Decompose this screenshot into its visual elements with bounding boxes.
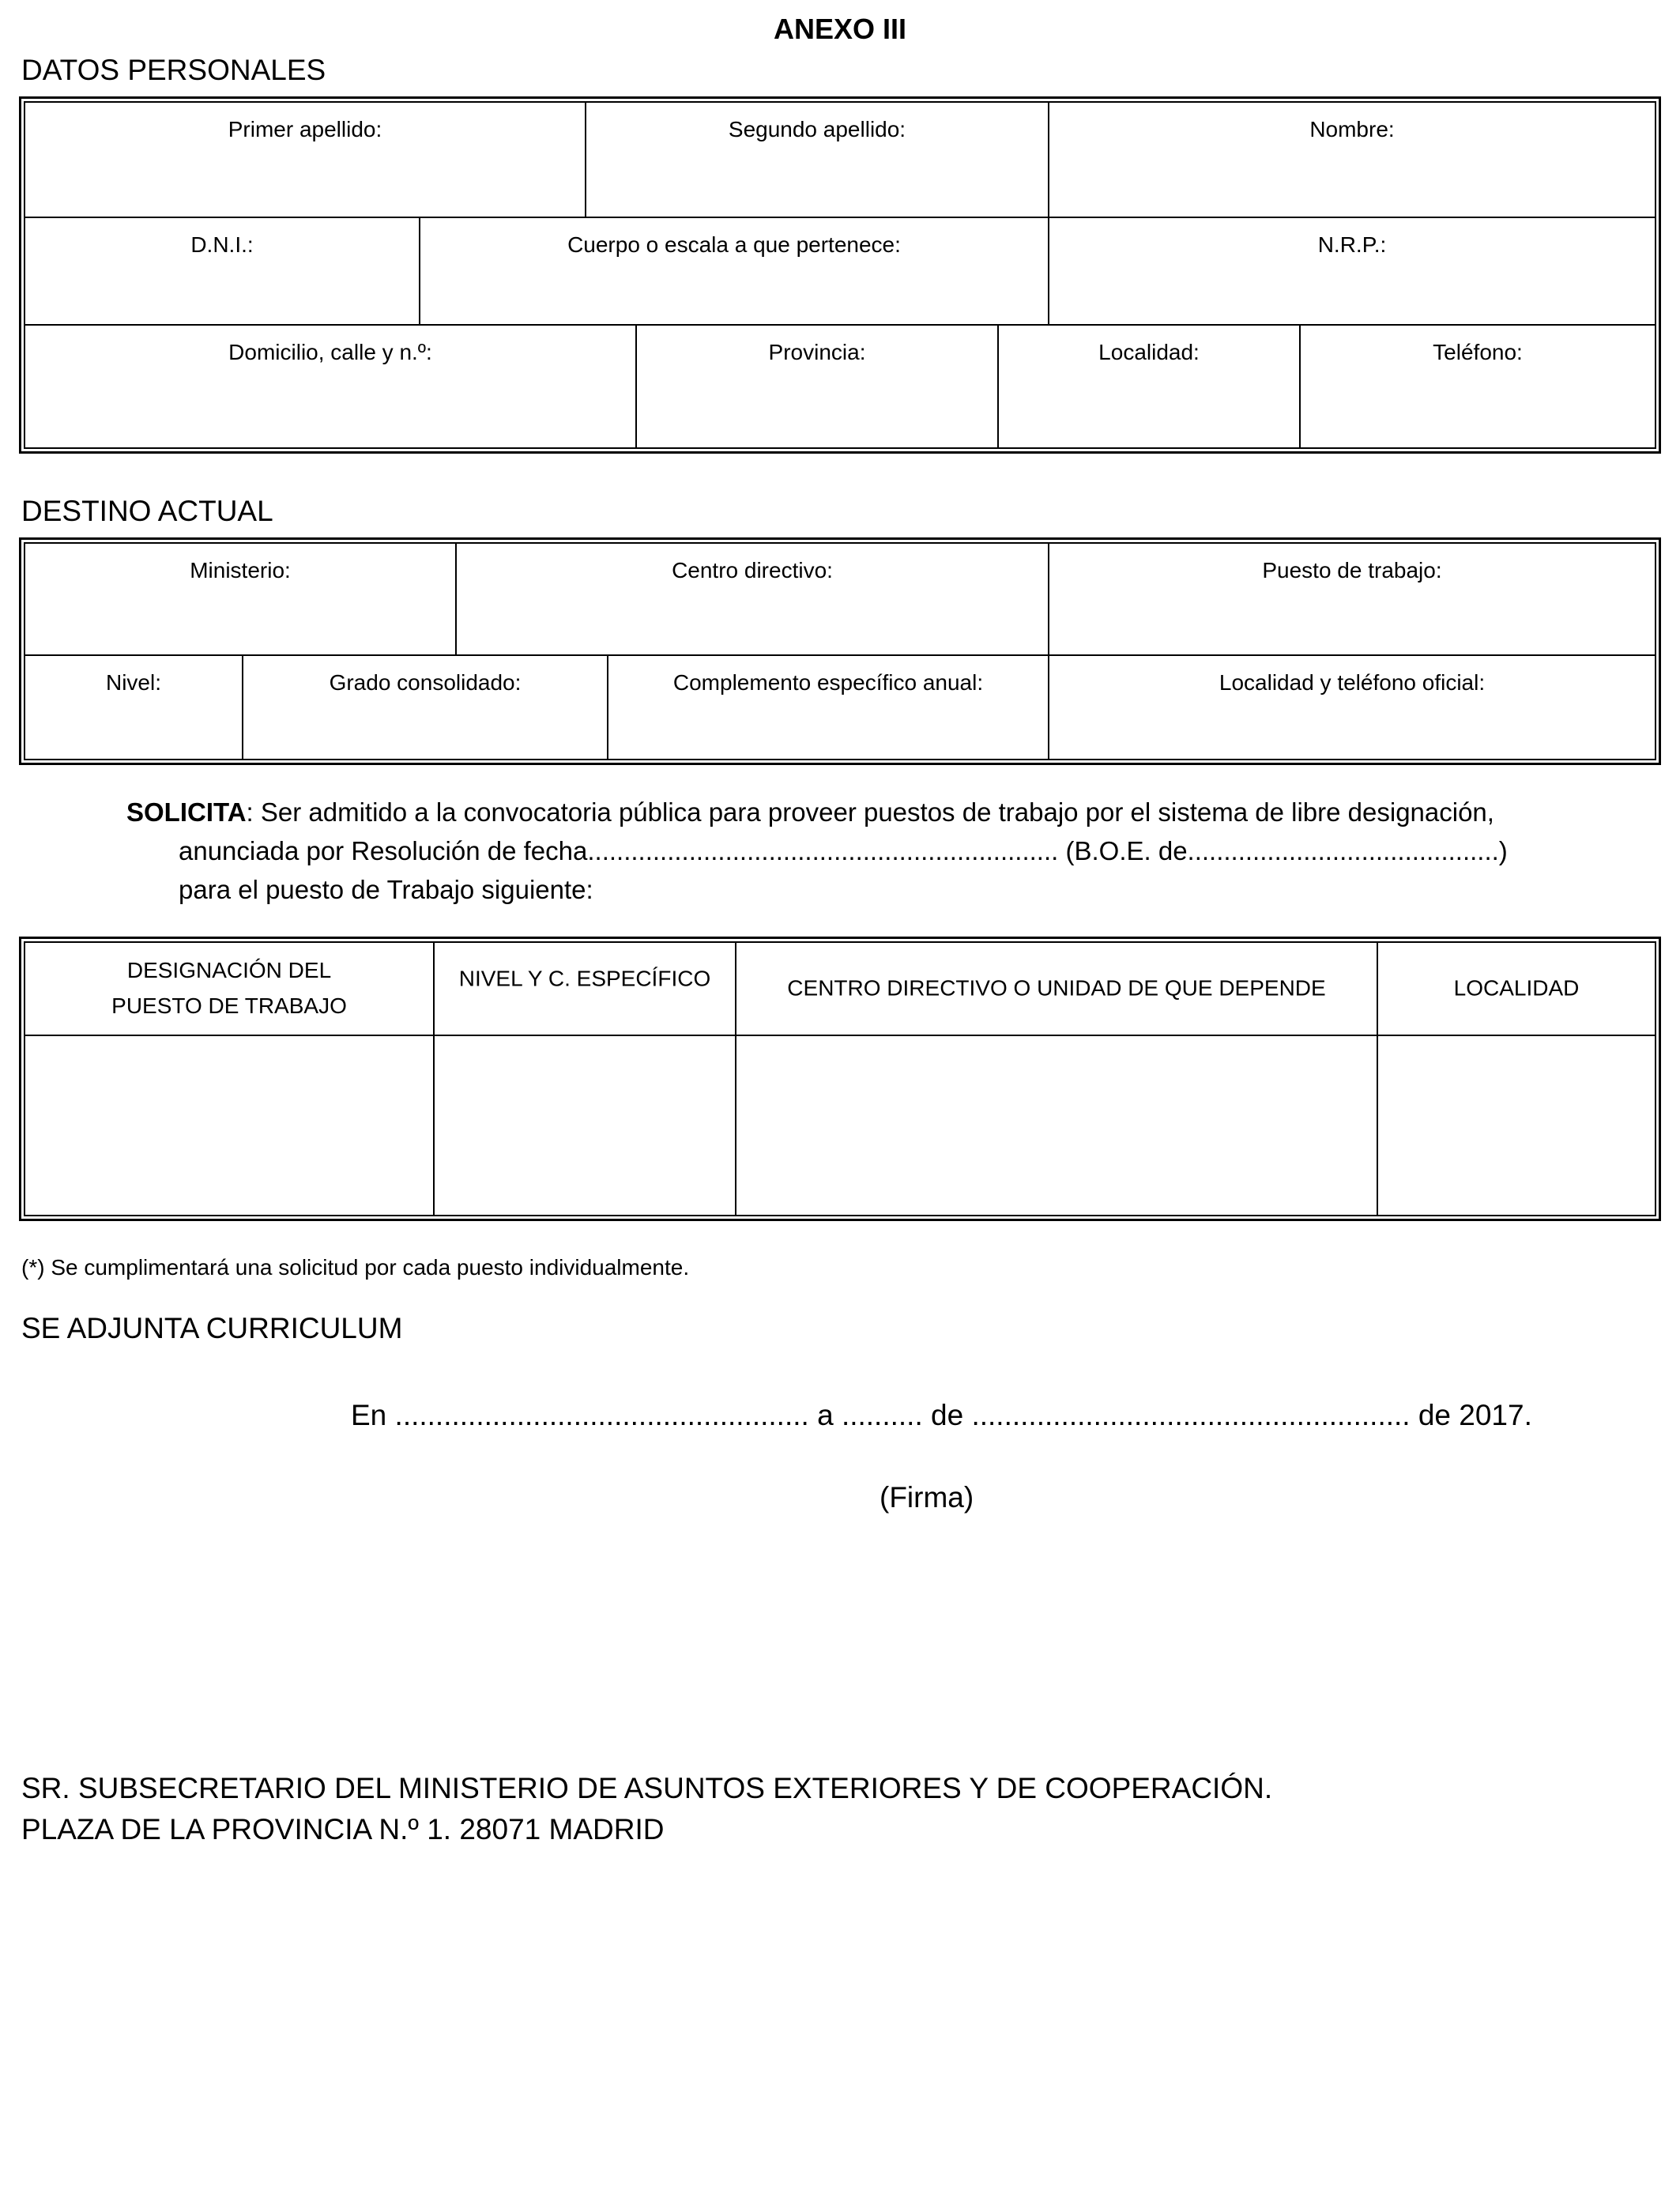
datos-personales-table bbox=[19, 96, 1661, 454]
field-provincia[interactable] bbox=[637, 326, 999, 447]
label-localidad-telefono-oficial: Localidad y teléfono oficial: bbox=[1219, 670, 1486, 695]
curriculum-statement: SE ADJUNTA CURRICULUM bbox=[21, 1312, 403, 1344]
label-provincia: Provincia: bbox=[768, 340, 866, 364]
solicita-paragraph bbox=[126, 793, 1612, 909]
header-nivel-c-especifico bbox=[435, 943, 736, 1035]
header-localidad bbox=[1378, 943, 1655, 1035]
section-heading-datos-personales: DATOS PERSONALES bbox=[21, 54, 326, 86]
field-ministerio[interactable] bbox=[25, 544, 457, 654]
header-centro-directivo bbox=[736, 943, 1378, 1035]
input-nivel-c-especifico[interactable] bbox=[435, 1036, 736, 1215]
address-line-1: SR. SUBSECRETARIO DEL MINISTERIO DE ASUNTOS EXTERIORES Y DE COOPERACIÓN. bbox=[21, 1772, 1273, 1804]
puesto-table bbox=[19, 937, 1661, 1221]
solicita-line-3: para el puesto de Trabajo siguiente: bbox=[179, 875, 593, 904]
header-designacion-label bbox=[25, 953, 433, 1024]
field-nivel[interactable] bbox=[25, 656, 243, 759]
label-complemento-especifico: Complemento específico anual: bbox=[672, 670, 984, 695]
header-designacion-line-1: DESIGNACIÓN DEL bbox=[126, 958, 332, 983]
label-nombre: Nombre: bbox=[1309, 117, 1395, 141]
datos-row-1 bbox=[25, 103, 1655, 218]
header-designacion-line-2: PUESTO DE TRABAJO bbox=[111, 993, 347, 1018]
field-localidad[interactable] bbox=[999, 326, 1301, 447]
label-nrp: N.R.P.: bbox=[1317, 232, 1387, 257]
label-domicilio: Domicilio, calle y n.º: bbox=[228, 340, 432, 364]
field-complemento-especifico[interactable] bbox=[608, 656, 1049, 759]
label-telefono: Teléfono: bbox=[1433, 340, 1523, 364]
label-centro-directivo: Centro directivo: bbox=[672, 558, 833, 582]
signature-label: (Firma) bbox=[880, 1481, 974, 1514]
label-cuerpo-escala: Cuerpo o escala a que pertenece: bbox=[567, 232, 901, 257]
destino-row-1 bbox=[25, 544, 1655, 656]
label-dni: D.N.I.: bbox=[190, 232, 254, 257]
input-centro-directivo[interactable] bbox=[736, 1036, 1378, 1215]
field-nombre[interactable] bbox=[1049, 103, 1655, 217]
field-telefono[interactable] bbox=[1301, 326, 1655, 447]
address-line-2: PLAZA DE LA PROVINCIA N.º 1. 28071 MADRID bbox=[21, 1813, 665, 1845]
date-line[interactable]: En ................................................... a .......... de ...................................................... de 2017. bbox=[351, 1399, 1532, 1431]
label-puesto-trabajo: Puesto de trabajo: bbox=[1262, 558, 1442, 582]
solicita-line-1 bbox=[126, 793, 1612, 831]
label-ministerio: Ministerio: bbox=[190, 558, 291, 582]
field-grado-consolidado[interactable] bbox=[243, 656, 608, 759]
field-cuerpo-escala[interactable] bbox=[420, 218, 1049, 324]
header-localidad-label: LOCALIDAD bbox=[1453, 975, 1580, 1001]
puesto-data-row bbox=[25, 1036, 1655, 1215]
field-nrp[interactable] bbox=[1049, 218, 1655, 324]
section-heading-destino-actual: DESTINO ACTUAL bbox=[21, 495, 273, 527]
document-title: ANEXO III bbox=[773, 13, 907, 45]
input-designacion[interactable] bbox=[25, 1036, 435, 1215]
datos-row-2 bbox=[25, 218, 1655, 326]
header-centro-label: CENTRO DIRECTIVO O UNIDAD DE QUE DEPENDE bbox=[787, 975, 1326, 1001]
header-nivel-label: NIVEL Y C. ESPECÍFICO bbox=[458, 966, 711, 991]
input-localidad[interactable] bbox=[1378, 1036, 1655, 1215]
destino-row-2 bbox=[25, 656, 1655, 759]
label-primer-apellido: Primer apellido: bbox=[228, 117, 382, 141]
footnote: (*) Se cumplimentará una solicitud por cada puesto individualmente. bbox=[21, 1255, 690, 1280]
field-centro-directivo[interactable] bbox=[457, 544, 1049, 654]
label-segundo-apellido: Segundo apellido: bbox=[728, 117, 906, 141]
label-grado-consolidado: Grado consolidado: bbox=[329, 670, 522, 695]
field-puesto-trabajo[interactable] bbox=[1049, 544, 1655, 654]
destino-actual-table bbox=[19, 537, 1661, 765]
puesto-header-row bbox=[25, 943, 1655, 1036]
field-dni[interactable] bbox=[25, 218, 420, 324]
field-segundo-apellido[interactable] bbox=[586, 103, 1049, 217]
label-nivel: Nivel: bbox=[105, 670, 161, 695]
datos-row-3 bbox=[25, 326, 1655, 447]
solicita-keyword: SOLICITA bbox=[126, 797, 247, 827]
field-primer-apellido[interactable] bbox=[25, 103, 586, 217]
field-domicilio[interactable] bbox=[25, 326, 637, 447]
label-localidad: Localidad: bbox=[1098, 340, 1200, 364]
solicita-line-2: anunciada por Resolución de fecha................................................................. (B.O.E. de...........................................) bbox=[179, 836, 1508, 865]
header-designacion bbox=[25, 943, 435, 1035]
solicita-text-1: : Ser admitido a la convocatoria pública para proveer puestos de trabajo por el sistema de libre designación, bbox=[246, 797, 1494, 827]
field-localidad-telefono-oficial[interactable] bbox=[1049, 656, 1655, 759]
